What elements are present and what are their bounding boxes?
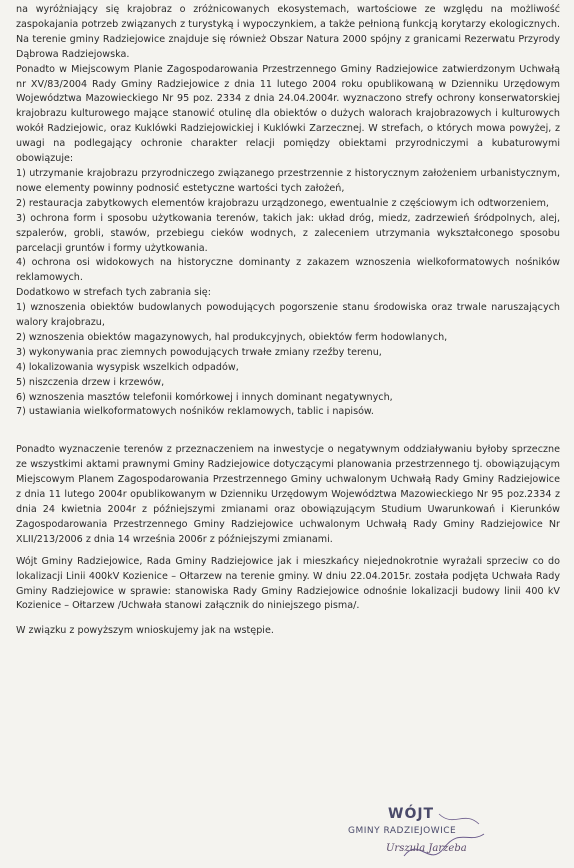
- paragraph-plan: Ponadto w Miejscowym Planie Zagospodarowania Przestrzennego Gminy Radziejowice zatwierdzonym Uchwałą nr XV/83/2004 Rady Gminy Radziejowice z dnia 11 lutego 2004 roku opublikowaną w Dzienniku Urzędowym Województwa Mazowieckiego Nr 95 poz. 2334 z dnia 24.04.2004r. wyznaczono strefy ochrony konserwatorskiej krajobrazu kulturowego mające stanowić otulinę dla obiektów o dużych walorach krajobrazowych i kulturowych wokół Radziejowic, oraz Kuklówki Radziejowickiej i Kuklówki Zarzecznej. W strefach, o których mowa powyżej, z uwagi na podlegający ochronie charakter relacji pomiędzy obiektami przyrodniczymi a kubaturowymi obowiązuje:: [16, 63, 560, 165]
- obligation-item-3: 3) ochrona form i sposobu użytkowania terenów, takich jak: układ dróg, miedz, zadrzewień śródpolnych, alej, szpalerów, grobli, stawów, przebiegu cieków wodnych, z zaleceniem utrzymania wykształconego sposobu parcelacji gruntów i formy użytkowania.: [16, 212, 560, 254]
- stamp-subtitle: GMINY RADZIEJOWICE: [348, 826, 457, 836]
- stamp-title: WÓJT: [388, 806, 435, 822]
- paragraph-conclusion: W związku z powyższym wnioskujemy jak na wstępie.: [16, 625, 274, 637]
- prohibition-item-3: 3) wykonywania prac ziemnych powodujących trwałe zmiany rzeźby terenu,: [16, 346, 382, 358]
- obligation-item-2: 2) restauracja zabytkowych elementów krajobrazu urządzonego, ewentualnie z częściowym ich odtworzeniem,: [16, 197, 549, 209]
- paragraph-conflict: Ponadto wyznaczenie terenów z przeznaczeniem na inwestycje o negatywnym oddziaływaniu byłoby sprzeczne ze wszystkimi aktami prawnymi Gminy Radziejowice dotyczącymi planowania przestrzennego tj. obowiązującym Miejscowym Planem Zagospodarowania Przestrzennego Gminy uchwalonym Uchwałą Rady Gminy Radziejowice z dnia 11 lutego 2004r opublikowanym w Dzienniku Urzędowym Województwa Mazowieckiego Nr 95 poz.2334 z dnia 24 kwietnia 2004r z późniejszymi zmianami oraz obowiązującym Studium Uwarunkowań i Kierunków Zagospodarowania Przestrzennego Gminy Radziejowice uchwalonym Uchwałą Rady Gminy Radziejowice Nr XLII/213/2006 z dnia 14 września 2006r z późniejszymi zmianami.: [16, 444, 560, 545]
- prohibition-item-2: 2) wznoszenia obiektów magazynowych, hal produkcyjnych, obiektów ferm hodowlanych,: [16, 331, 448, 343]
- obligation-item-1: 1) utrzymanie krajobrazu przyrodniczego związanego przestrzennie z historycznym założeniem urbanistycznym, nowe elementy powinny podnosić estetyczne wartości tych założeń,: [16, 167, 560, 194]
- handwritten-signature: Urszula Jarzeba: [386, 843, 467, 854]
- prohibition-heading: Dodatkowo w strefach tych zabrania się:: [16, 287, 211, 299]
- official-stamp: [344, 806, 494, 866]
- prohibition-item-6: 6) wznoszenia masztów telefonii komórkowej i innych dominant negatywnych,: [16, 391, 393, 403]
- obligation-item-4: 4) ochrona osi widokowych na historyczne dominanty z zakazem wznoszenia wielkoformatowych nośników reklamowych.: [16, 257, 560, 284]
- prohibition-item-1: 1) wznoszenia obiektów budowlanych powodujących pogorszenie stanu środowiska oraz trwale naruszających walory krajobrazu,: [16, 302, 560, 329]
- paragraph-intro: na wyróżniający się krajobraz o zróżnicowanych ekosystemach, wartościowe ze względu na możliwość zaspokajania potrzeb związanych z turystyką i wypoczynkiem, a także pełnioną funkcją korytarzy ekologicznych. Na terenie gminy Radziejowice znajduje się również Obszar Natura 2000 spójny z granicami Rezerwatu Przyrody Dąbrowa Radziejowska.: [16, 4, 560, 60]
- prohibition-item-7: 7) ustawiania wielkoformatowych nośników reklamowych, tablic i napisów.: [16, 406, 374, 418]
- paragraph-objection: Wójt Gminy Radziejowice, Rada Gminy Radziejowice jak i mieszkańcy niejednokrotnie wyrażali sprzeciw co do lokalizacji Linii 400kV Kozienice – Ołtarzew na terenie gminy. W dniu 22.04.2015r. została podjęta Uchwała Rady Gminy Radziejowice w sprawie: stanowiska Rady Gminy Radziejowice odnośnie lokalizacji budowy linii 400 kV Kozienice – Ołtarzew /Uchwała stanowi załącznik do niniejszego pisma/.: [16, 555, 560, 612]
- prohibition-item-4: 4) lokalizowania wysypisk wszelkich odpadów,: [16, 361, 239, 373]
- prohibition-item-5: 5) niszczenia drzew i krzewów,: [16, 376, 165, 388]
